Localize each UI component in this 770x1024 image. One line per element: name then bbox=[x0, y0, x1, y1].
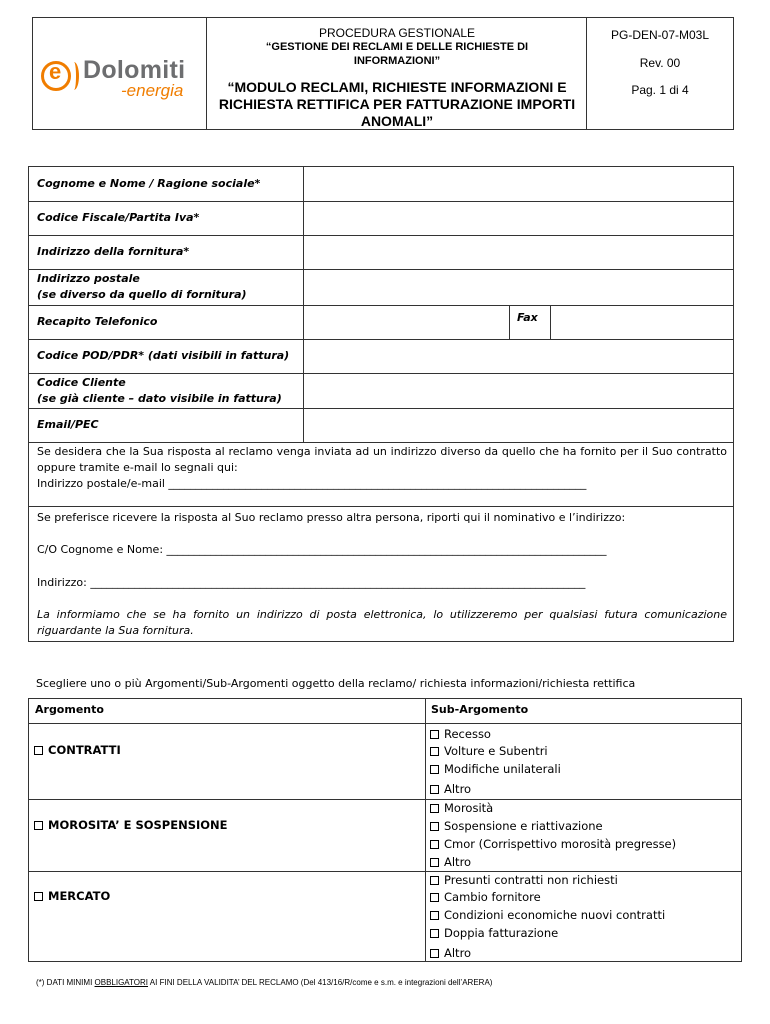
sub-condizioni[interactable]: Condizioni economiche nuovi contratti bbox=[430, 908, 665, 922]
procedure-title: PROCEDURA GESTIONALE bbox=[318, 26, 476, 40]
group-divider bbox=[29, 871, 741, 872]
address-line[interactable]: Indirizzo: __________________________________________________________________________________________ bbox=[37, 576, 586, 589]
col-header-argument: Argomento bbox=[35, 703, 104, 716]
checkbox-icon[interactable] bbox=[430, 893, 439, 902]
row-divider bbox=[29, 723, 741, 724]
logo-mark-icon bbox=[41, 61, 71, 91]
revision: Rev. 00 bbox=[639, 56, 681, 70]
checkbox-icon[interactable] bbox=[430, 929, 439, 938]
logo-brand: Dolomiti bbox=[83, 56, 186, 84]
procedure-subtitle: “GESTIONE DEI RECLAMI E DELLE RICHIESTE DI INFORMAZIONI” bbox=[265, 41, 529, 67]
argument-morosita[interactable]: MOROSITA’ E SOSPENSIONE bbox=[34, 818, 228, 832]
title-cell bbox=[207, 18, 587, 129]
field-label-supply-address: Indirizzo della fornitura* bbox=[37, 245, 190, 258]
tax-code-input[interactable] bbox=[304, 202, 733, 235]
page-number: Pag. 1 di 4 bbox=[631, 83, 689, 97]
module-title: “MODULO RECLAMI, RICHIESTE INFORMAZIONI E RICHIESTA RETTIFICA PER FATTURAZIONE IMPORTI ANOMALI” bbox=[218, 79, 576, 129]
field-label-pod-pdr: Codice POD/PDR* (dati visibili in fattura) bbox=[37, 349, 290, 362]
col-header-sub-argument: Sub-Argomento bbox=[431, 703, 529, 716]
sub-presunti[interactable]: Presunti contratti non richiesti bbox=[430, 873, 618, 887]
phone-input[interactable] bbox=[304, 306, 509, 339]
field-label-name: Cognome e Nome / Ragione sociale* bbox=[37, 177, 261, 190]
checkbox-icon[interactable] bbox=[430, 876, 439, 885]
checkbox-icon[interactable] bbox=[430, 730, 439, 739]
sub-altro-morosita[interactable]: Altro bbox=[430, 855, 471, 869]
name-input[interactable] bbox=[304, 168, 733, 201]
sub-sospensione[interactable]: Sospensione e riattivazione bbox=[430, 819, 603, 833]
fax-label: Fax bbox=[517, 311, 538, 324]
field-label-email: Email/PEC bbox=[37, 418, 99, 431]
field-label-postal-address: Indirizzo postale (se diverso da quello di fornitura) bbox=[37, 272, 247, 301]
checkbox-icon[interactable] bbox=[34, 746, 43, 755]
checkbox-icon[interactable] bbox=[430, 747, 439, 756]
postal-address-input[interactable] bbox=[304, 270, 733, 305]
supply-address-input[interactable] bbox=[304, 236, 733, 269]
field-label-phone: Recapito Telefonico bbox=[37, 315, 158, 328]
footer-prefix: (*) DATI MINIMI bbox=[36, 978, 95, 987]
email-note: La informiamo che se ha fornito un indirizzo di posta elettronica, lo utilizzeremo per qualsiasi futura comunicazione riguardante la Sua fornitura. bbox=[37, 608, 727, 637]
sub-altro-mercato[interactable]: Altro bbox=[430, 946, 471, 960]
footer-underlined: OBBLIGATORI bbox=[94, 978, 149, 987]
checkbox-icon[interactable] bbox=[430, 858, 439, 867]
sub-cmor[interactable]: Cmor (Corrispettivo morosità pregresse) bbox=[430, 837, 676, 851]
field-label-tax-code: Codice Fiscale/Partita Iva* bbox=[37, 211, 200, 224]
other-person-text: Se preferisce ricevere la risposta al Suo reclamo presso altra persona, riporti qui il nominativo e l’indirizzo: bbox=[37, 511, 626, 524]
sub-morosita[interactable]: Morosità bbox=[430, 801, 493, 815]
logo-arcs-icon bbox=[69, 62, 79, 90]
checkbox-icon[interactable] bbox=[34, 892, 43, 901]
argument-contratti[interactable]: CONTRATTI bbox=[34, 743, 121, 757]
email-input[interactable] bbox=[304, 409, 733, 442]
sub-recesso[interactable]: Recesso bbox=[430, 727, 491, 741]
checkbox-icon[interactable] bbox=[430, 911, 439, 920]
checkbox-icon[interactable] bbox=[430, 785, 439, 794]
footer-note bbox=[36, 978, 756, 987]
row-divider bbox=[29, 506, 733, 507]
checkbox-icon[interactable] bbox=[430, 804, 439, 813]
topics-intro: Scegliere uno o più Argomenti/Sub-Argomenti oggetto della reclamo/ richiesta informazioni/richiesta rettifica bbox=[36, 677, 636, 690]
sub-cambio[interactable]: Cambio fornitore bbox=[430, 890, 541, 904]
checkbox-icon[interactable] bbox=[430, 949, 439, 958]
fax-input[interactable] bbox=[552, 306, 733, 339]
footer-suffix: AI FINI DELLA VALIDITA’ DEL RECLAMO (Del 413/16/R/come e s.m. e integrazioni dell’ARERA) bbox=[148, 978, 493, 987]
alt-address-text: Se desidera che la Sua risposta al reclamo venga inviata ad un indirizzo diverso da quello che ha fornito per il Suo contratto oppure tramite e-mail lo segnali qui: bbox=[37, 445, 727, 474]
checkbox-icon[interactable] bbox=[430, 765, 439, 774]
pod-pdr-input[interactable] bbox=[304, 340, 733, 373]
personal-data-table bbox=[28, 166, 734, 642]
group-divider bbox=[29, 799, 741, 800]
dolomiti-logo bbox=[41, 54, 201, 100]
doc-code: PG-DEN-07-M03L bbox=[610, 28, 710, 42]
code-cell bbox=[587, 18, 733, 129]
column-divider bbox=[425, 699, 426, 961]
logo-cell bbox=[33, 18, 207, 129]
header-table bbox=[32, 17, 734, 130]
co-name-line[interactable]: C/O Cognome e Nome: ________________________________________________________________________________ bbox=[37, 543, 607, 556]
fax-label-cell bbox=[509, 305, 551, 339]
field-label-customer-code: Codice Cliente (se già cliente – dato visibile in fattura) bbox=[37, 376, 282, 405]
logo-sub: -energia bbox=[121, 81, 184, 100]
checkbox-icon[interactable] bbox=[34, 821, 43, 830]
sub-modifiche[interactable]: Modifiche unilaterali bbox=[430, 762, 561, 776]
sub-altro-contratti[interactable]: Altro bbox=[430, 782, 471, 796]
sub-doppia[interactable]: Doppia fatturazione bbox=[430, 926, 558, 940]
argument-mercato[interactable]: MERCATO bbox=[34, 889, 110, 903]
sub-volture[interactable]: Volture e Subentri bbox=[430, 744, 548, 758]
row-divider bbox=[29, 442, 733, 443]
customer-code-input[interactable] bbox=[304, 374, 733, 408]
alt-address-line[interactable]: Indirizzo postale/e-mail ____________________________________________________________________________ bbox=[37, 477, 587, 490]
checkbox-icon[interactable] bbox=[430, 822, 439, 831]
checkbox-icon[interactable] bbox=[430, 840, 439, 849]
logo-mark-letter: e bbox=[49, 59, 62, 84]
